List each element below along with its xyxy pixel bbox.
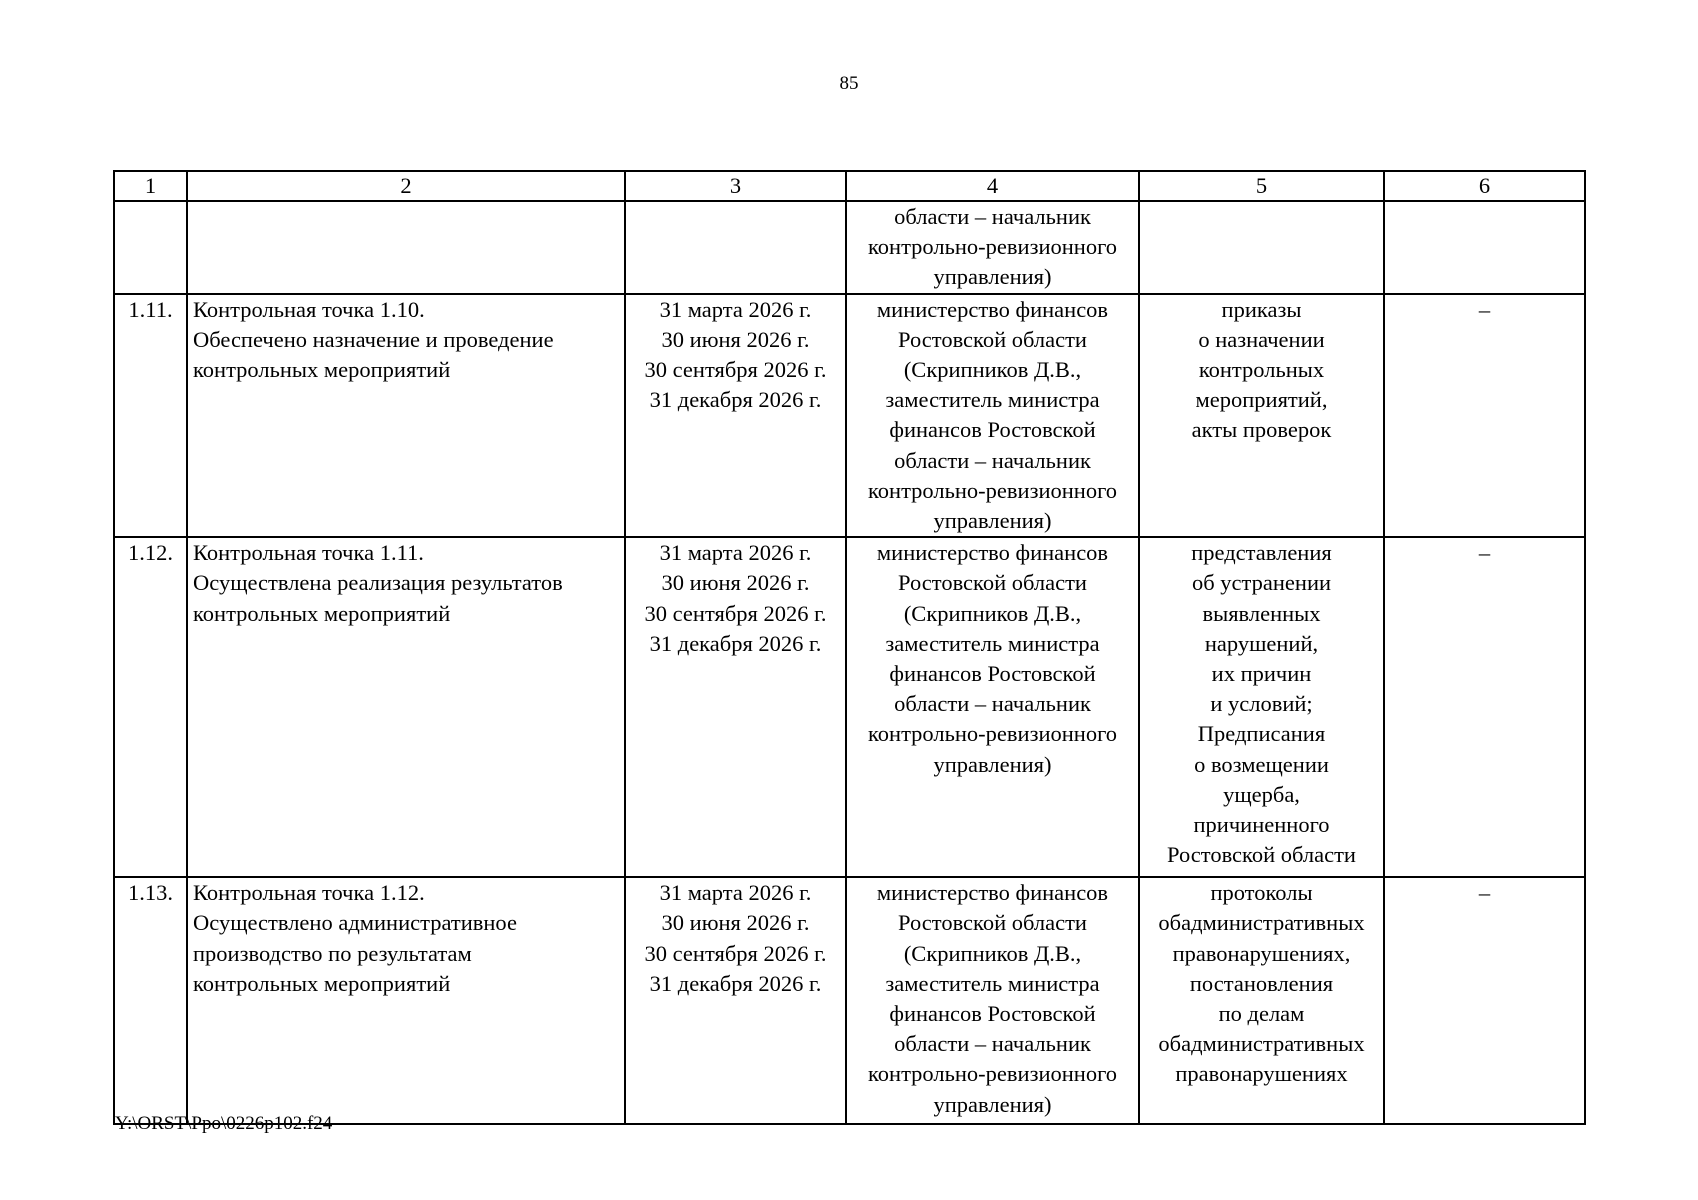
file-path-footer: Y:\ORST\Ppo\0226p102.f24 bbox=[115, 1113, 333, 1134]
deadline-cell bbox=[625, 201, 846, 294]
column-header-4: 4 bbox=[846, 171, 1139, 201]
cell-line: контрольно-ревизионного bbox=[868, 477, 1117, 503]
cell-line: области – начальник bbox=[894, 204, 1091, 229]
cell-line: управления) bbox=[933, 508, 1052, 534]
cell-line: о назначении bbox=[1198, 326, 1325, 352]
responsible-cell bbox=[846, 294, 1139, 538]
cell-line: области – начальник bbox=[894, 1031, 1091, 1057]
control-point-cell bbox=[187, 294, 625, 538]
cell-line: акты проверок bbox=[1191, 417, 1332, 443]
cell-line: финансов Ростовской bbox=[889, 417, 1096, 443]
table-row bbox=[114, 201, 1585, 294]
page-number: 85 bbox=[839, 73, 859, 94]
cell-line: 30 сентября 2026 г. bbox=[644, 357, 827, 383]
row-number-cell bbox=[114, 201, 187, 294]
column-header-5: 5 bbox=[1139, 171, 1384, 201]
cell-line: Контрольная точка 1.11. bbox=[193, 540, 424, 566]
control-points-table bbox=[113, 170, 1586, 1125]
table-row bbox=[114, 294, 1585, 538]
cell-line: протоколы bbox=[1210, 880, 1313, 906]
cell-line: мероприятий, bbox=[1195, 387, 1328, 413]
cell-line: заместитель министра bbox=[885, 387, 1100, 413]
row-number-cell: 1.12. bbox=[114, 537, 187, 877]
note-cell: – bbox=[1384, 877, 1585, 1124]
cell-line: 30 сентября 2026 г. bbox=[644, 600, 827, 626]
cell-line: представления bbox=[1191, 540, 1332, 566]
cell-line: 31 марта 2026 г. bbox=[659, 296, 812, 322]
control-point-cell bbox=[187, 201, 625, 294]
cell-line: и условий; bbox=[1210, 691, 1313, 717]
table-row bbox=[114, 877, 1585, 1124]
cell-line: 30 июня 2026 г. bbox=[661, 910, 810, 936]
cell-line: управления) bbox=[933, 751, 1052, 777]
cell-line: 31 марта 2026 г. bbox=[659, 540, 812, 566]
column-header-1: 1 bbox=[114, 171, 187, 201]
row-number-cell: 1.11. bbox=[114, 294, 187, 538]
cell-line: 30 июня 2026 г. bbox=[661, 326, 810, 352]
control-point-cell bbox=[187, 537, 625, 877]
cell-line: о возмещении bbox=[1194, 751, 1329, 777]
cell-line: Осуществлена реализация результатов bbox=[193, 570, 563, 596]
cell-line: причиненного bbox=[1193, 812, 1330, 838]
cell-line: 31 декабря 2026 г. bbox=[649, 387, 822, 413]
cell-line: правонарушениях, bbox=[1172, 940, 1351, 966]
deadline-cell bbox=[625, 537, 846, 877]
cell-line: финансов Ростовской bbox=[889, 661, 1096, 687]
column-header-6: 6 bbox=[1384, 171, 1585, 201]
cell-line: постановления bbox=[1189, 970, 1334, 996]
cell-line: приказы bbox=[1221, 296, 1302, 322]
cell-line: (Скрипников Д.В., bbox=[903, 357, 1082, 383]
cell-line: обадминистративных bbox=[1158, 1031, 1365, 1057]
cell-line: Осуществлено административное bbox=[193, 910, 517, 936]
cell-line: Ростовской области bbox=[898, 570, 1087, 596]
result-document-cell bbox=[1139, 877, 1384, 1124]
cell-line: об устранении bbox=[1191, 570, 1332, 596]
table-row bbox=[114, 537, 1585, 877]
cell-line: финансов Ростовской bbox=[889, 1001, 1096, 1027]
cell-line: заместитель министра bbox=[885, 970, 1100, 996]
cell-line: области – начальник bbox=[894, 447, 1091, 473]
deadline-cell bbox=[625, 294, 846, 538]
cell-line: Ростовской области bbox=[898, 326, 1087, 352]
cell-line: производство по результатам bbox=[193, 940, 472, 966]
cell-line: нарушений, bbox=[1204, 630, 1319, 656]
cell-line: контрольно-ревизионного bbox=[868, 721, 1117, 747]
result-document-cell bbox=[1139, 294, 1384, 538]
cell-line: правонарушениях bbox=[1175, 1061, 1348, 1087]
cell-line: (Скрипников Д.В., bbox=[903, 940, 1082, 966]
responsible-cell bbox=[846, 537, 1139, 877]
cell-line: обадминистративных bbox=[1158, 910, 1365, 936]
responsible-cell bbox=[846, 201, 1139, 294]
cell-line: области – начальник bbox=[894, 691, 1091, 717]
cell-line: министерство финансов bbox=[876, 880, 1109, 906]
cell-line: их причин bbox=[1211, 661, 1312, 687]
row-number-cell: 1.13. bbox=[114, 877, 187, 1124]
cell-line: 30 июня 2026 г. bbox=[661, 570, 810, 596]
cell-line: Контрольная точка 1.12. bbox=[193, 880, 425, 906]
cell-line: 31 марта 2026 г. bbox=[659, 880, 812, 906]
control-point-cell bbox=[187, 877, 625, 1124]
result-document-cell bbox=[1139, 537, 1384, 877]
cell-line: контрольно-ревизионного bbox=[868, 1061, 1117, 1087]
cell-line: управления) bbox=[933, 264, 1052, 290]
note-cell: – bbox=[1384, 294, 1585, 538]
cell-line: по делам bbox=[1218, 1001, 1305, 1027]
cell-line: контрольных bbox=[1198, 357, 1325, 383]
cell-line: выявленных bbox=[1202, 600, 1321, 626]
cell-line: министерство финансов bbox=[876, 296, 1109, 322]
cell-line: Обеспечено назначение и проведение bbox=[193, 326, 554, 352]
deadline-cell bbox=[625, 877, 846, 1124]
table-header-row bbox=[114, 171, 1585, 201]
cell-line: Ростовской области bbox=[1167, 842, 1356, 868]
cell-line: контрольно-ревизионного bbox=[868, 234, 1117, 260]
cell-line: 31 декабря 2026 г. bbox=[649, 630, 822, 656]
cell-line: контрольных мероприятий bbox=[193, 600, 451, 626]
cell-line: 30 сентября 2026 г. bbox=[644, 940, 827, 966]
responsible-cell bbox=[846, 877, 1139, 1124]
column-header-2: 2 bbox=[187, 171, 625, 201]
column-header-3: 3 bbox=[625, 171, 846, 201]
cell-line: Контрольная точка 1.10. bbox=[193, 296, 425, 322]
cell-line: (Скрипников Д.В., bbox=[903, 600, 1082, 626]
cell-line: Ростовской области bbox=[898, 910, 1087, 936]
note-cell: – bbox=[1384, 537, 1585, 877]
note-cell bbox=[1384, 201, 1585, 294]
cell-line: контрольных мероприятий bbox=[193, 357, 451, 383]
cell-line: ущерба, bbox=[1223, 781, 1300, 807]
cell-line: Предписания bbox=[1197, 721, 1326, 747]
cell-line: 31 декабря 2026 г. bbox=[649, 970, 822, 996]
cell-line: министерство финансов bbox=[876, 540, 1109, 566]
cell-line: управления) bbox=[933, 1091, 1052, 1117]
result-document-cell bbox=[1139, 201, 1384, 294]
cell-line: заместитель министра bbox=[885, 630, 1100, 656]
cell-line: контрольных мероприятий bbox=[193, 970, 451, 996]
